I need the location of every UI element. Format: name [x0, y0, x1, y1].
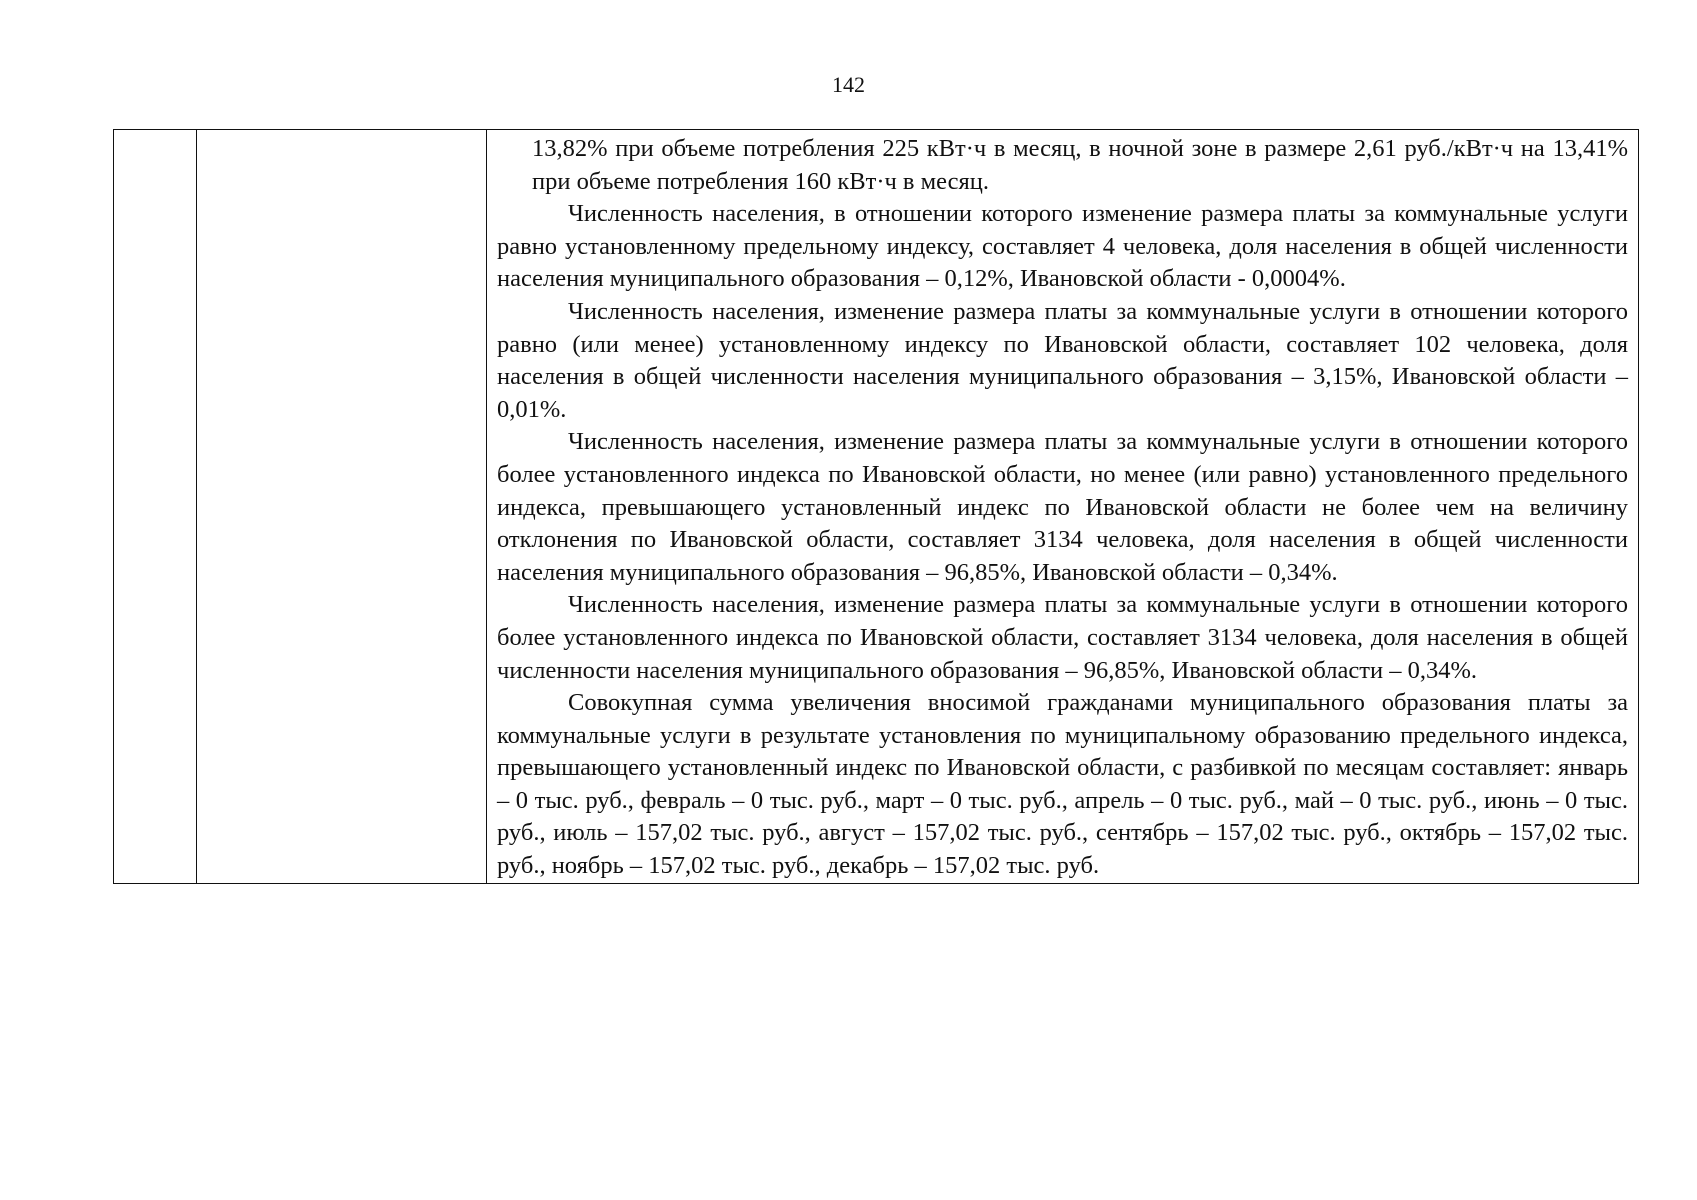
paragraph-monthly-increase: Совокупная сумма увеличения вносимой гражданами муниципального образования платы за коммунальные услуги в результате установления по муниципальному образованию предельного индекса, превышающего установленный индекс по Ивановской области, с разбивкой по месяцам составляет: январь – 0 тыс. руб., февраль – 0 тыс. руб., март – 0 тыс. руб., апрель – 0 тыс. руб., май – 0 тыс. руб., июнь – 0 тыс. руб., июль – 157,02 тыс. руб., август – 157,02 тыс. руб., сентябрь – 157,02 тыс. руб., октябрь – 157,02 тыс. руб., ноябрь – 157,02 тыс. руб., декабрь – 157,02 тыс. руб. [497, 689, 1628, 880]
paragraph-continuation: 13,82% при объеме потребления 225 кВт·ч в месяц, в ночной зоне в размере 2,61 руб./кВт·ч на 13,41% при объеме потребления 160 кВт·ч в месяц. [532, 135, 1628, 195]
document-table [113, 129, 1639, 884]
content-cell [487, 130, 1639, 884]
paragraph-population-above-index: Численность населения, изменение размера платы за коммунальные услуги в отношении которого более установленного индекса по Ивановской области, составляет 3134 человека, доля населения в общей численности населения муниципального образования – 96,85%, Ивановской области – 0,34%. [497, 591, 1628, 684]
paragraph-population-equal-limit: Численность населения, в отношении которого изменение размера платы за коммунальные услуги равно установленному предельному индексу, составляет 4 человека, доля населения в общей численности населения муниципального образования – 0,12%, Ивановской области - 0,0004%. [497, 200, 1628, 293]
page-number: 142 [832, 72, 865, 97]
table-row [114, 130, 1639, 884]
empty-name-cell [197, 130, 487, 884]
paragraph-population-within-deviation: Численность населения, изменение размера платы за коммунальные услуги в отношении которого более установленного индекса по Ивановской области, но менее (или равно) установленного предельного индекса, превышающего установленный индекс по Ивановской области не более чем на величину отклонения по Ивановской области, составляет 3134 человека, доля населения в общей численности населения муниципального образования – 96,85%, Ивановской области – 0,34%. [497, 428, 1628, 586]
paragraph-population-below-index: Численность населения, изменение размера платы за коммунальные услуги в отношении которого равно (или менее) установленному индексу по Ивановской области, составляет 102 человека, доля населения в общей численности населения муниципального образования – 3,15%, Ивановской области – 0,01%. [497, 297, 1628, 423]
empty-number-cell [114, 130, 197, 884]
